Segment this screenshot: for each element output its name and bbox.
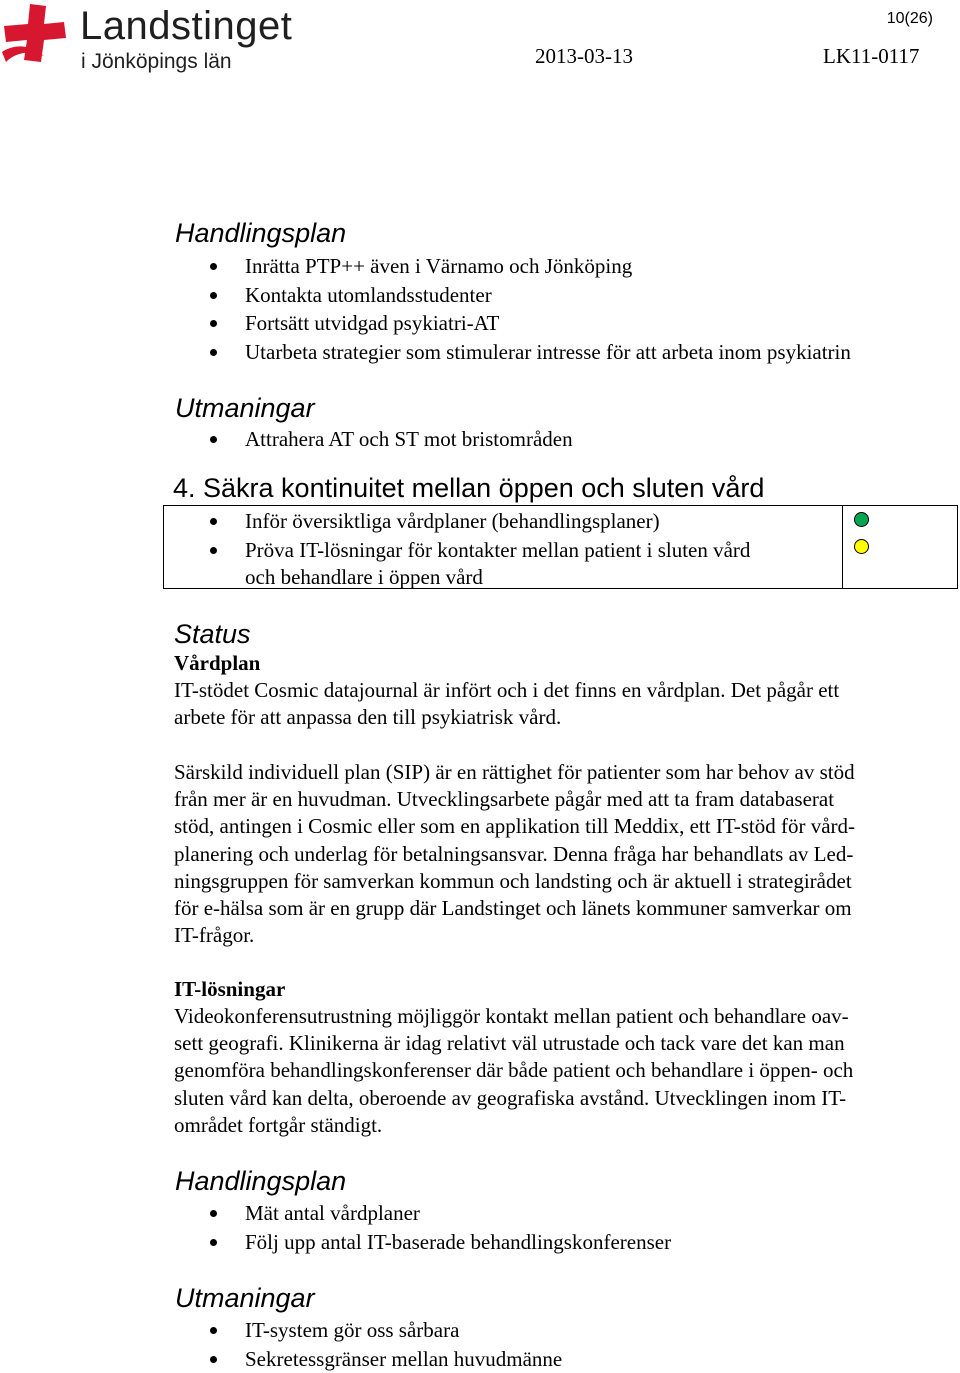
logo: [0, 0, 320, 80]
list-item: Pröva IT-lösningar för kontakter mellan patient i sluten vård: [175, 536, 750, 565]
section-heading-handlingsplan-2: Handlingsplan: [175, 1166, 347, 1196]
list-item: Fortsätt utvidgad psykiatri-AT: [175, 309, 851, 338]
section-heading-status: Status: [174, 619, 251, 649]
paragraph-line: IT-frågor.: [174, 923, 255, 948]
list-item-continuation: och behandlare i öppen vård: [245, 565, 483, 590]
kontinuitet-list: [175, 507, 750, 590]
list-item: Inför översiktliga vårdplaner (behandlingsplaner): [175, 507, 750, 536]
logo-subtitle: i Jönköpings län: [81, 50, 232, 73]
list-item: IT-system gör oss sårbara: [175, 1316, 562, 1345]
paragraph-line: Särskild individuell plan (SIP) är en rättighet för patienter som har behov av stöd: [174, 760, 855, 784]
utmaningar-list: [175, 425, 573, 454]
paragraph-line: sluten vård kan delta, oberoende av geografiska avstånd. Utvecklingen inom IT-: [174, 1085, 847, 1110]
logo-cross-icon: [0, 2, 78, 74]
list-item: Följ upp antal IT-baserade behandlingskonferenser: [175, 1228, 671, 1257]
list-item: Sekretessgränser mellan huvudmänne: [175, 1345, 562, 1373]
paragraph-line: stöd, antingen i Cosmic eller som en applikation till Meddix, ett IT-stöd för vård-: [174, 814, 856, 839]
list-item: Mät antal vårdplaner: [175, 1199, 671, 1228]
paragraph-line: arbete för att anpassa den till psykiatrisk vård.: [174, 705, 562, 730]
utmaningar-list-2: [175, 1316, 562, 1373]
paragraph-line: området fortgår ständigt.: [174, 1112, 383, 1137]
list-item: Attrahera AT och ST mot bristområden: [175, 425, 573, 454]
paragraph-line: IT-stödet Cosmic datajournal är infört och i det finns en vårdplan. Det pågår ett: [174, 678, 840, 702]
section-heading-utmaningar-2: Utmaningar: [175, 1283, 315, 1313]
list-item: Kontakta utomlandsstudenter: [175, 281, 851, 310]
page-number: 10(26): [886, 10, 933, 27]
paragraph-sip: [174, 759, 944, 949]
paragraph-vardplan: [174, 677, 944, 731]
paragraph-line: ningsgruppen för samverkan kommun och landsting och är aktuell i strategirådet: [174, 868, 852, 893]
paragraph-line: för e-hälsa som är en grupp där Landstinget och länets kommuner samverkar om: [174, 896, 852, 921]
paragraph-line: från mer är en huvudman. Utvecklingsarbete pågår med att ta fram databaserat: [174, 787, 835, 812]
subheading-vardplan: Vårdplan: [174, 651, 261, 675]
paragraph-it-losningar: [174, 1003, 944, 1139]
section-heading-handlingsplan: Handlingsplan: [175, 218, 347, 248]
paragraph-line: planering och underlag för betalningsansvar. Denna fråga har behandlats av Led-: [174, 841, 854, 866]
handlingsplan-list: [175, 252, 851, 367]
section-heading-utmaningar: Utmaningar: [175, 393, 315, 423]
list-item: Utarbeta strategier som stimulerar intresse för att arbeta inom psykiatrin: [175, 338, 851, 367]
handlingsplan-list-2: [175, 1199, 671, 1256]
section-heading-kontinuitet: 4. Säkra kontinuitet mellan öppen och sluten vård: [173, 473, 765, 503]
logo-title: Landstinget: [80, 4, 293, 48]
subheading-it-losningar: IT-lösningar: [174, 977, 286, 1001]
list-item: Inrätta PTP++ även i Värnamo och Jönköping: [175, 252, 851, 281]
status-indicator-green: [854, 512, 869, 527]
document-date: 2013-03-13: [535, 44, 633, 68]
document-reference: LK11-0117: [823, 44, 920, 68]
status-indicator-yellow: [854, 539, 869, 554]
paragraph-line: genomföra behandlingskonferenser där både patient och behandlare i öppen- och: [174, 1058, 854, 1083]
table-divider: [842, 505, 843, 589]
paragraph-line: Videokonferensutrustning möjliggör kontakt mellan patient och behandlare oav-: [174, 1004, 849, 1028]
paragraph-line: sett geografi. Klinikerna är idag relativt väl utrustade och tack vare det kan man: [174, 1031, 845, 1056]
